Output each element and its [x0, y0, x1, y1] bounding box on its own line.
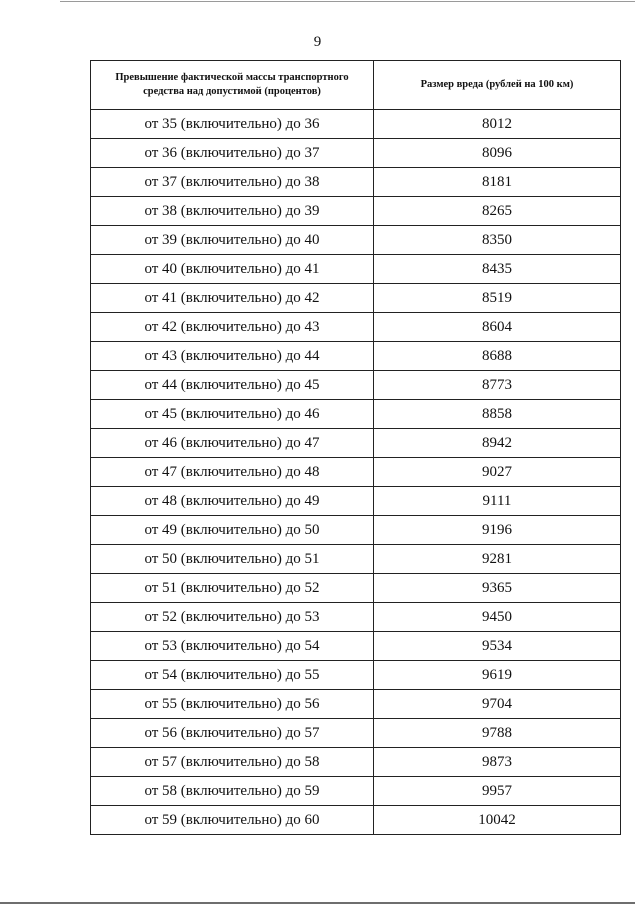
table-row [91, 661, 621, 690]
cell-amount: 9534 [374, 632, 621, 661]
table-row [91, 197, 621, 226]
cell-range: от 56 (включительно) до 57 [91, 719, 374, 748]
table-row [91, 168, 621, 197]
cell-amount: 9957 [374, 777, 621, 806]
cell-amount: 8688 [374, 342, 621, 371]
header-damage [374, 61, 621, 110]
cell-range: от 58 (включительно) до 59 [91, 777, 374, 806]
table-row [91, 284, 621, 313]
cell-amount: 9365 [374, 574, 621, 603]
table-row [91, 487, 621, 516]
cell-range: от 40 (включительно) до 41 [91, 255, 374, 284]
cell-amount: 8604 [374, 313, 621, 342]
cell-range: от 38 (включительно) до 39 [91, 197, 374, 226]
table-header-row [91, 61, 621, 110]
cell-amount: 8942 [374, 429, 621, 458]
table-row [91, 226, 621, 255]
cell-amount: 9619 [374, 661, 621, 690]
table-row [91, 458, 621, 487]
header-damage-label: Размер вреда (рублей на 100 км) [420, 79, 574, 90]
table-row [91, 632, 621, 661]
table-row [91, 400, 621, 429]
cell-range: от 50 (включительно) до 51 [91, 545, 374, 574]
page-number: 9 [313, 34, 322, 50]
table-row [91, 516, 621, 545]
cell-range: от 42 (включительно) до 43 [91, 313, 374, 342]
table-row [91, 545, 621, 574]
cell-range: от 37 (включительно) до 38 [91, 168, 374, 197]
cell-range: от 51 (включительно) до 52 [91, 574, 374, 603]
table-row [91, 719, 621, 748]
cell-range: от 59 (включительно) до 60 [91, 806, 374, 835]
cell-range: от 48 (включительно) до 49 [91, 487, 374, 516]
cell-amount: 8773 [374, 371, 621, 400]
cell-range: от 45 (включительно) до 46 [91, 400, 374, 429]
cell-range: от 55 (включительно) до 56 [91, 690, 374, 719]
cell-range: от 35 (включительно) до 36 [91, 110, 374, 139]
table-row [91, 255, 621, 284]
cell-range: от 36 (включительно) до 37 [91, 139, 374, 168]
cell-amount: 8519 [374, 284, 621, 313]
cell-amount: 8096 [374, 139, 621, 168]
table-row [91, 777, 621, 806]
cell-amount: 9281 [374, 545, 621, 574]
header-excess-label: Превышение фактической массы транспортного средства над допустимой (процентов) [115, 72, 349, 97]
table-row [91, 110, 621, 139]
table-row [91, 748, 621, 777]
cell-range: от 43 (включительно) до 44 [91, 342, 374, 371]
cell-amount: 8012 [374, 110, 621, 139]
scan-edge-bottom [0, 902, 635, 904]
cell-amount: 9196 [374, 516, 621, 545]
cell-amount: 8435 [374, 255, 621, 284]
table-row [91, 574, 621, 603]
table-row [91, 690, 621, 719]
cell-range: от 57 (включительно) до 58 [91, 748, 374, 777]
cell-amount: 9873 [374, 748, 621, 777]
table-row [91, 313, 621, 342]
cell-amount: 10042 [374, 806, 621, 835]
cell-range: от 44 (включительно) до 45 [91, 371, 374, 400]
cell-amount: 8350 [374, 226, 621, 255]
header-excess [91, 61, 374, 110]
cell-range: от 46 (включительно) до 47 [91, 429, 374, 458]
cell-amount: 9704 [374, 690, 621, 719]
scan-edge-top [60, 1, 635, 2]
cell-range: от 52 (включительно) до 53 [91, 603, 374, 632]
cell-amount: 9111 [374, 487, 621, 516]
cell-range: от 41 (включительно) до 42 [91, 284, 374, 313]
cell-range: от 53 (включительно) до 54 [91, 632, 374, 661]
damage-table [90, 60, 621, 835]
cell-amount: 9027 [374, 458, 621, 487]
cell-range: от 49 (включительно) до 50 [91, 516, 374, 545]
table-row [91, 342, 621, 371]
cell-amount: 9450 [374, 603, 621, 632]
cell-range: от 39 (включительно) до 40 [91, 226, 374, 255]
cell-amount: 8181 [374, 168, 621, 197]
cell-amount: 8265 [374, 197, 621, 226]
table-row [91, 806, 621, 835]
table-row [91, 603, 621, 632]
cell-range: от 47 (включительно) до 48 [91, 458, 374, 487]
table-row [91, 139, 621, 168]
cell-amount: 9788 [374, 719, 621, 748]
cell-amount: 8858 [374, 400, 621, 429]
table-row [91, 429, 621, 458]
table-row [91, 371, 621, 400]
cell-range: от 54 (включительно) до 55 [91, 661, 374, 690]
